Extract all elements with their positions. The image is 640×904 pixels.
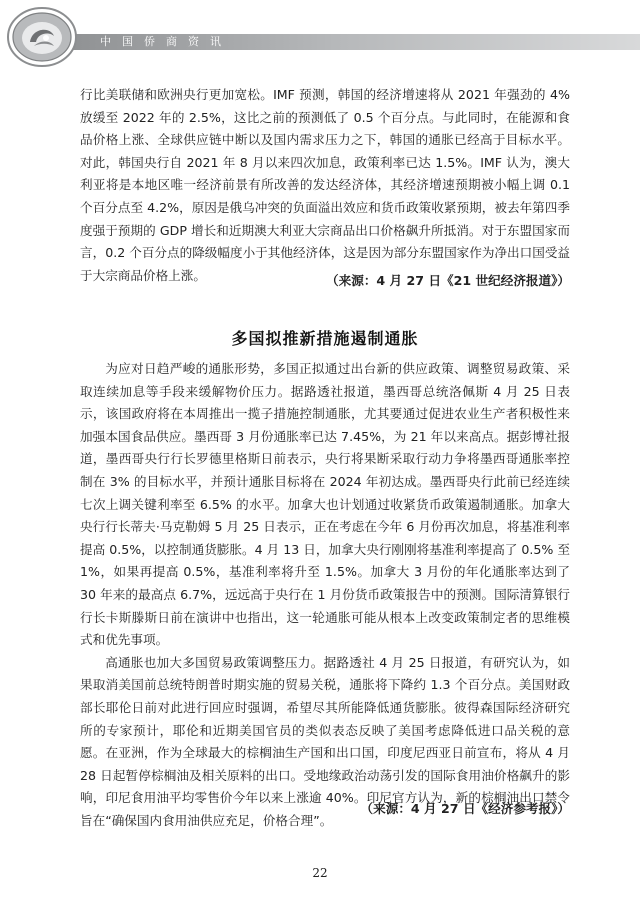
- section-body: [80, 358, 570, 832]
- emblem-logo-icon: [6, 6, 78, 68]
- article-content: [80, 84, 570, 287]
- page-number: 22: [312, 866, 328, 880]
- paragraph-2: 为应对日趋严峻的通胀形势，多国正拟通过出台新的供应政策、调整贸易政策、采取连续加息等手段来缓解物价压力。据路透社报道，墨西哥总统洛佩斯 4 月 25 日表示，该国政府将在本周推出一揽子措施控制通胀，尤其要通过促进农业生产者积极性来加强本国食品供应。墨西哥 3 月份通胀率已达 7.45%，为 21 年以来高点。据彭博社报道，墨西哥央行行长罗德里格斯日前表示，央行将果断采取行动力争将墨西哥通胀率控制在 3% 的目标水平，并预计通胀目标将在 2024 年初达成。墨西哥央行此前已经连续七次上调关键利率至 6.5% 的水平。加拿大也计划通过收紧货币政策遏制通胀。加拿大央行行长蒂夫·马克勒姆 5 月 25 日表示，正在考虑在今年 6 月份再次加息，将基准利率提高 0.5%，以控制通货膨胀。4 月 13 日，加拿大央行刚刚将基准利率提高了 0.5% 至 1%，如果再提高 0.5%，基准利率将升至 1.5%。加拿大 3 月份的年化通胀率达到了 30 年来的最高点 6.7%，远远高于央行在 1 月份货币政策报告中的预测。国际清算银行行长卡斯滕斯日前在演讲中也指出，这一轮通胀可能从根本上改变政策制定者的思维模式和优先事项。: [80, 361, 570, 648]
- source-citation-2: （来源：4 月 27 日《经济参考报》）: [360, 801, 570, 816]
- header-title: 中国侨商资讯: [100, 35, 232, 48]
- paragraph-3: 高通胀也加大多国贸易政策调整压力。据路透社 4 月 25 日报道，有研究认为，如果取消美国前总统特朗普时期实施的贸易关税，通胀将下降约 1.3 个百分点。美国财政部长耶伦日前对此进行回应时强调，希望尽其所能降低通货膨胀。彼得森国际经济研究所的专家预计，耶伦和近期美国官员的类似表态反映了美国考虑降低进口品关税的意愿。在亚洲，作为全球最大的棕榈油生产国和出口国，印度尼西亚日前宣布，将从 4 月 28 日起暂停棕榈油及相关原料的出口。受地缘政治动荡引发的国际食用油价格飙升的影响，印尼食用油平均零售价今年以来上涨逾 40%。印尼官方认为，新的棕榈油出口禁令旨在“确保国内食用油供应充足，价格合理”。: [80, 654, 570, 828]
- page-header: [0, 0, 640, 72]
- section-title: 多国拟推新措施遏制通胀: [231, 329, 419, 348]
- paragraph-1: 行比美联储和欧洲央行更加宽松。IMF 预测，韩国的经济增速将从 2021 年强劲的 4% 放缓至 2022 年的 2.5%，这比之前的预测低了 0.5 个百分点。与此同时，在能源和食品价格上涨、全球供应链中断以及国内需求压力之下，韩国的通胀已经高于目标水平。对此，韩国央行自 2021 年 8 月以来四次加息，政策利率已达 1.5%。IMF 认为，澳大利亚将是本地区唯一经济前景有所改善的发达经济体，其经济增速预期被小幅上调 0.1 个百分点至 4.2%，原因是俄乌冲突的负面溢出效应和货币政策收紧预期，被去年第四季度强于预期的 GDP 增长和近期澳大利亚大宗商品出口价格飙升所抵消。对于东盟国家而言，0.2 个百分点的降级幅度小于其他经济体，这是因为部分东盟国家作为净出口国受益于大宗商品价格上涨。: [80, 87, 571, 283]
- source-citation-1: （来源：4 月 27 日《21 世纪经济报道》）: [326, 273, 570, 288]
